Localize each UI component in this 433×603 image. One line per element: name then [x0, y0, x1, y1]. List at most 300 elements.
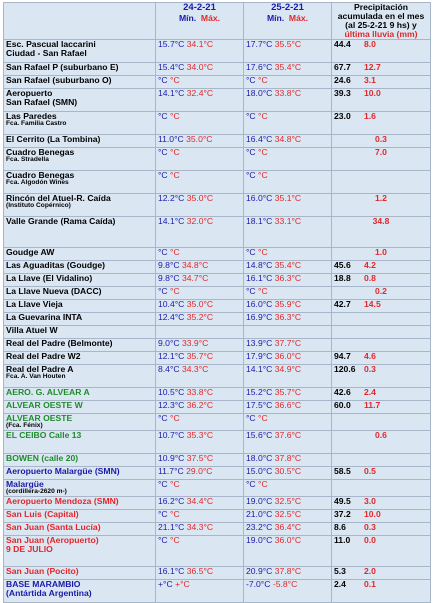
precip-month: 58.5 — [334, 466, 351, 476]
precip-last: 1.2 — [375, 193, 387, 204]
precip-last: 3.1 — [364, 75, 376, 86]
table-row — [4, 339, 431, 352]
precip-last: 2.4 — [364, 387, 376, 398]
day1-temps — [156, 509, 244, 522]
station-name: Real del Padre W2 — [6, 351, 81, 362]
day1-temps — [156, 313, 244, 326]
day1-temps — [156, 248, 244, 261]
station-cell — [4, 148, 156, 171]
day2-min: 21.0°C — [246, 509, 273, 519]
day2-min: 17.5°C — [246, 400, 273, 411]
day1-max: °C — [170, 111, 180, 122]
station-cell — [4, 467, 156, 480]
table-row — [4, 509, 431, 522]
day2-max: 37.8°C — [274, 566, 302, 576]
precipitation-cell — [332, 287, 431, 300]
day2-min: 15.6°C — [246, 430, 273, 440]
day1-temps — [156, 522, 244, 535]
table-row — [4, 431, 431, 454]
station-name-line2: (Antártida Argentina) — [6, 587, 92, 598]
day2-min: °C — [246, 170, 256, 181]
station-name: ALVEAR OESTE W — [6, 400, 83, 411]
day1-min: °C — [158, 535, 168, 545]
station-cell — [4, 431, 156, 454]
header-max2: Máx. — [288, 12, 309, 23]
table-row — [4, 579, 431, 602]
precip-last: 7.0 — [375, 147, 387, 158]
precipitation-cell — [332, 431, 431, 454]
precip-last: 0.8 — [364, 273, 376, 284]
table-row — [4, 352, 431, 365]
day2-min: 15.0°C — [246, 466, 273, 476]
day2-temps — [244, 148, 332, 171]
precip-month: 60.0 — [334, 400, 351, 411]
header-precip-ultima: última lluvia (mm) — [344, 29, 418, 40]
table-row — [4, 388, 431, 401]
station-cell — [4, 112, 156, 135]
precip-last: 14.5 — [364, 299, 381, 310]
day1-max: 35.7°C — [186, 351, 214, 362]
header-date1: 24-2-21 — [183, 2, 216, 13]
day2-max: 32.5°C — [274, 509, 302, 519]
header-precipitation — [332, 3, 431, 40]
station-cell — [4, 535, 156, 566]
precip-last: 1.6 — [364, 111, 376, 122]
day2-min: 18.0°C — [246, 88, 273, 99]
precipitation-cell — [332, 274, 431, 287]
day2-max: 36.4°C — [274, 522, 302, 532]
table-row — [4, 148, 431, 171]
precipitation-cell — [332, 414, 431, 431]
station-cell — [4, 401, 156, 414]
header-max1: Máx. — [200, 12, 221, 23]
station-cell — [4, 217, 156, 248]
day2-min: 17.7°C — [246, 39, 273, 50]
day2-temps — [244, 287, 332, 300]
precip-last: 10.0 — [364, 509, 381, 519]
station-cell — [4, 135, 156, 148]
day1-max: °C — [170, 286, 180, 297]
day1-min: °C — [158, 170, 168, 181]
day1-temps — [156, 217, 244, 248]
day2-min: 23.2°C — [246, 522, 273, 532]
station-cell — [4, 339, 156, 352]
table-row — [4, 522, 431, 535]
table-row — [4, 135, 431, 148]
day1-min: 12.4°C — [158, 312, 185, 323]
station-subtitle: (Instituto Copérnico) — [6, 202, 71, 210]
table-row — [4, 112, 431, 135]
precipitation-cell — [332, 148, 431, 171]
station-subtitle: (Fca. Fénix) — [6, 422, 43, 430]
precip-last: 8.0 — [364, 39, 376, 50]
precip-month: 120.6 — [334, 364, 356, 375]
table-row — [4, 194, 431, 217]
day1-max: 35.0°C — [186, 299, 214, 310]
station-name: Villa Atuel W — [6, 325, 58, 336]
day2-temps — [244, 566, 332, 579]
precipitation-cell — [332, 480, 431, 497]
precipitation-cell — [332, 40, 431, 63]
day2-min: 15.2°C — [246, 387, 273, 398]
day1-min: 10.4°C — [158, 299, 185, 310]
day1-max: °C — [170, 413, 180, 424]
station-name: Aeropuerto — [6, 88, 53, 99]
precipitation-cell — [332, 509, 431, 522]
table-row — [4, 414, 431, 431]
day2-max: 34.8°C — [274, 134, 302, 145]
precip-last: 10.0 — [364, 88, 381, 99]
day1-temps — [156, 467, 244, 480]
table-row — [4, 248, 431, 261]
day1-temps — [156, 352, 244, 365]
day2-max: 35.1°C — [274, 193, 302, 204]
day1-temps — [156, 431, 244, 454]
table-row — [4, 496, 431, 509]
day2-max: °C — [258, 286, 268, 297]
precipitation-cell — [332, 135, 431, 148]
table-row — [4, 63, 431, 76]
day2-temps — [244, 454, 332, 467]
station-name: La Llave Nueva (DACC) — [6, 286, 102, 297]
precipitation-cell — [332, 454, 431, 467]
table-row — [4, 287, 431, 300]
station-name: Cuadro Benegas — [6, 170, 75, 181]
table-row — [4, 535, 431, 566]
day1-max: 32.0°C — [186, 216, 214, 227]
day2-temps — [244, 431, 332, 454]
day2-temps — [244, 40, 332, 63]
day2-min: °C — [246, 286, 256, 297]
day1-temps — [156, 480, 244, 497]
precip-last: 2.0 — [364, 566, 376, 576]
day1-temps — [156, 76, 244, 89]
precip-month: 2.4 — [334, 579, 346, 589]
day2-max: 37.6°C — [274, 430, 302, 440]
day2-max: 35.9°C — [274, 299, 302, 310]
day2-temps — [244, 352, 332, 365]
day2-min: °C — [246, 479, 256, 489]
day2-min: 19.0°C — [246, 496, 273, 506]
station-subtitle: Fca. Familia Castro — [6, 120, 67, 128]
precip-last: 0.3 — [375, 134, 387, 145]
precipitation-cell — [332, 326, 431, 339]
day2-temps — [244, 171, 332, 194]
station-cell — [4, 313, 156, 326]
header-day2 — [244, 3, 332, 40]
precipitation-cell — [332, 76, 431, 89]
day1-max: 35.2°C — [186, 312, 214, 323]
header-min1: Mín. — [178, 12, 197, 23]
precip-month: 94.7 — [334, 351, 351, 362]
station-cell — [4, 414, 156, 431]
day1-min: 16.1°C — [158, 566, 185, 576]
day2-max: 32.5°C — [274, 496, 302, 506]
day2-temps — [244, 89, 332, 112]
day1-temps — [156, 365, 244, 388]
day2-temps — [244, 217, 332, 248]
day2-temps — [244, 401, 332, 414]
station-name-line2: San Rafael (SMN) — [6, 97, 78, 108]
day2-max: 35.5°C — [274, 39, 302, 50]
day1-max: 34.4°C — [186, 496, 214, 506]
station-name: San Juan (Pocito) — [6, 566, 79, 576]
table-row — [4, 454, 431, 467]
day2-min: 19.0°C — [246, 535, 273, 545]
station-name: ALVEAR OESTE — [6, 413, 73, 424]
day1-min: 12.1°C — [158, 351, 185, 362]
day1-max: 34.8°C — [181, 260, 209, 271]
day2-max: 34.9°C — [274, 364, 302, 375]
table-row — [4, 467, 431, 480]
station-name: Real del Padre A — [6, 364, 74, 375]
precip-month: 49.5 — [334, 496, 351, 506]
precip-month: 45.6 — [334, 260, 351, 271]
day2-max: °C — [258, 479, 268, 489]
precipitation-cell — [332, 194, 431, 217]
precipitation-cell — [332, 388, 431, 401]
header-precip-text: Precipitación acumulada en el mes (al 25-2-21 9 hs) y — [337, 2, 425, 31]
day1-min: 12.3°C — [158, 400, 185, 411]
station-name: Rincón del Atuel-R. Caída — [6, 193, 111, 204]
day2-temps — [244, 509, 332, 522]
station-name: BASE MARAMBIO — [6, 579, 81, 589]
station-cell — [4, 566, 156, 579]
station-cell — [4, 522, 156, 535]
day2-temps — [244, 112, 332, 135]
day1-max: °C — [170, 479, 180, 489]
day1-temps — [156, 300, 244, 313]
precipitation-cell — [332, 313, 431, 326]
day1-max: 36.2°C — [186, 400, 214, 411]
day1-temps — [156, 566, 244, 579]
precipitation-cell — [332, 401, 431, 414]
station-cell — [4, 579, 156, 602]
day2-min: °C — [246, 247, 256, 258]
day1-max: °C — [170, 147, 180, 158]
day1-min: 15.4°C — [158, 62, 185, 73]
precip-month: 24.6 — [334, 75, 351, 86]
precip-last: 0.2 — [375, 286, 387, 297]
table-row — [4, 326, 431, 339]
day2-temps — [244, 535, 332, 566]
precip-month: 39.3 — [334, 88, 351, 99]
day2-max: 36.6°C — [274, 400, 302, 411]
day1-min: °C — [158, 479, 168, 489]
day1-temps — [156, 579, 244, 602]
day1-temps — [156, 112, 244, 135]
station-name: San Juan (Santa Lucía) — [6, 522, 101, 532]
day1-min: 21.1°C — [158, 522, 185, 532]
station-name-line2: Ciudad - San Rafael — [6, 48, 87, 59]
precipitation-cell — [332, 566, 431, 579]
day1-min: °C — [158, 413, 168, 424]
station-name: El Cerrito (La Tombina) — [6, 134, 101, 145]
day1-max: +°C — [175, 579, 190, 589]
precip-month: 5.3 — [334, 566, 346, 576]
precip-month: 11.0 — [334, 535, 351, 545]
day2-max: 36.3°C — [274, 312, 302, 323]
day1-min: +°C — [158, 579, 173, 589]
day2-temps — [244, 388, 332, 401]
table-row — [4, 480, 431, 497]
station-cell — [4, 365, 156, 388]
station-cell — [4, 89, 156, 112]
precip-month: 37.2 — [334, 509, 351, 519]
day2-max: 35.4°C — [274, 260, 302, 271]
day2-max: °C — [258, 111, 268, 122]
day2-min: °C — [246, 75, 256, 86]
day1-temps — [156, 171, 244, 194]
precipitation-cell — [332, 352, 431, 365]
station-name: Las Aguaditas (Goudge) — [6, 260, 105, 271]
station-name: La Llave Vieja — [6, 299, 63, 310]
day1-min: °C — [158, 247, 168, 258]
station-name: San Juan (Aeropuerto) — [6, 535, 99, 545]
day1-min: °C — [158, 509, 168, 519]
day1-min: °C — [158, 147, 168, 158]
day1-max: 35.0°C — [186, 134, 213, 145]
day2-temps — [244, 135, 332, 148]
station-cell — [4, 248, 156, 261]
day1-max: °C — [170, 509, 180, 519]
day1-min: °C — [158, 111, 168, 122]
station-cell — [4, 40, 156, 63]
day1-temps — [156, 454, 244, 467]
day2-min: 18.0°C — [246, 453, 273, 463]
station-name: Aeropuerto Malargüe (SMN) — [6, 466, 120, 476]
day1-temps — [156, 535, 244, 566]
station-cell — [4, 300, 156, 313]
day1-max: 35.0°C — [186, 193, 214, 204]
day2-max: 36.0°C — [274, 535, 302, 545]
station-subtitle: Fca. Stradella — [6, 156, 49, 164]
day1-temps — [156, 287, 244, 300]
station-cell — [4, 194, 156, 217]
station-cell — [4, 326, 156, 339]
day2-temps — [244, 194, 332, 217]
day2-temps — [244, 63, 332, 76]
precipitation-cell — [332, 339, 431, 352]
day2-temps — [244, 496, 332, 509]
day2-temps — [244, 579, 332, 602]
station-name: Las Paredes — [6, 111, 57, 122]
table-row — [4, 89, 431, 112]
day1-min: 10.5°C — [158, 387, 185, 398]
day2-temps — [244, 326, 332, 339]
day2-min: 20.9°C — [246, 566, 273, 576]
precipitation-cell — [332, 171, 431, 194]
precip-month: 44.4 — [334, 39, 351, 50]
day1-max: °C — [170, 247, 180, 258]
precip-last: 4.2 — [364, 260, 376, 271]
precip-last: 12.7 — [364, 62, 381, 73]
day2-max: °C — [258, 170, 268, 181]
day1-min: 8.4°C — [158, 364, 180, 375]
day2-temps — [244, 480, 332, 497]
station-cell — [4, 388, 156, 401]
precip-last: 1.0 — [375, 247, 387, 258]
day1-max: 32.4°C — [186, 88, 214, 99]
day1-min: 14.1°C — [158, 88, 185, 99]
station-name: AERO. G. ALVEAR A — [6, 387, 90, 398]
day1-max: 34.3°C — [181, 364, 209, 375]
station-name: San Luis (Capital) — [6, 509, 79, 519]
day2-min: °C — [246, 111, 256, 122]
precipitation-cell — [332, 63, 431, 76]
day2-max: 36.0°C — [274, 351, 302, 362]
day1-temps — [156, 63, 244, 76]
day1-temps — [156, 89, 244, 112]
day1-min: 12.2°C — [158, 193, 185, 204]
day1-max: 37.5°C — [186, 453, 214, 463]
table-row — [4, 40, 431, 63]
header-min2: Mín. — [266, 12, 285, 23]
day2-max: 30.5°C — [274, 466, 302, 476]
station-name: La Llave (El Vidalino) — [6, 273, 93, 284]
station-name: Malargüe — [6, 479, 44, 489]
precipitation-cell — [332, 365, 431, 388]
precip-last: 0.0 — [364, 535, 376, 545]
day2-max: 33.1°C — [274, 216, 302, 227]
day1-temps — [156, 414, 244, 431]
precip-last: 4.6 — [364, 351, 376, 362]
day1-max: 35.3°C — [186, 430, 214, 440]
precipitation-cell — [332, 261, 431, 274]
day2-temps — [244, 313, 332, 326]
day2-temps — [244, 248, 332, 261]
station-name: EL CEIBO Calle 13 — [6, 430, 82, 440]
day1-min: 9.8°C — [158, 273, 180, 284]
station-cell — [4, 352, 156, 365]
day2-max: °C — [258, 75, 268, 86]
day1-min: 11.7°C — [158, 466, 184, 476]
station-name: Esc. Pascual Iaccarini — [6, 39, 96, 50]
precipitation-cell — [332, 496, 431, 509]
day2-temps — [244, 467, 332, 480]
station-cell — [4, 287, 156, 300]
day1-max: 36.5°C — [186, 566, 214, 576]
precip-month: 18.8 — [334, 273, 351, 284]
table-row — [4, 171, 431, 194]
precipitation-cell — [332, 535, 431, 566]
day2-temps — [244, 522, 332, 535]
day1-max: 34.7°C — [181, 273, 209, 284]
day1-max: 33.8°C — [186, 387, 214, 398]
day2-temps — [244, 339, 332, 352]
day2-max: 36.3°C — [274, 273, 302, 284]
table-row — [4, 274, 431, 287]
header-day1 — [156, 3, 244, 40]
day1-min: °C — [158, 75, 168, 86]
day1-temps — [156, 274, 244, 287]
day2-min: °C — [246, 413, 256, 424]
day2-temps — [244, 365, 332, 388]
precip-month: 23.0 — [334, 111, 351, 122]
day2-min: -7.0°C — [246, 579, 271, 589]
day1-min: 9.0°C — [158, 338, 180, 349]
day1-temps — [156, 148, 244, 171]
weather-table — [3, 2, 431, 603]
station-cell — [4, 509, 156, 522]
station-subtitle: Fca. A. Van Houten — [6, 373, 66, 381]
day1-max: 33.9°C — [181, 338, 209, 349]
day2-temps — [244, 261, 332, 274]
station-cell — [4, 496, 156, 509]
station-cell — [4, 261, 156, 274]
day1-min: 10.9°C — [158, 453, 185, 463]
table-row — [4, 401, 431, 414]
